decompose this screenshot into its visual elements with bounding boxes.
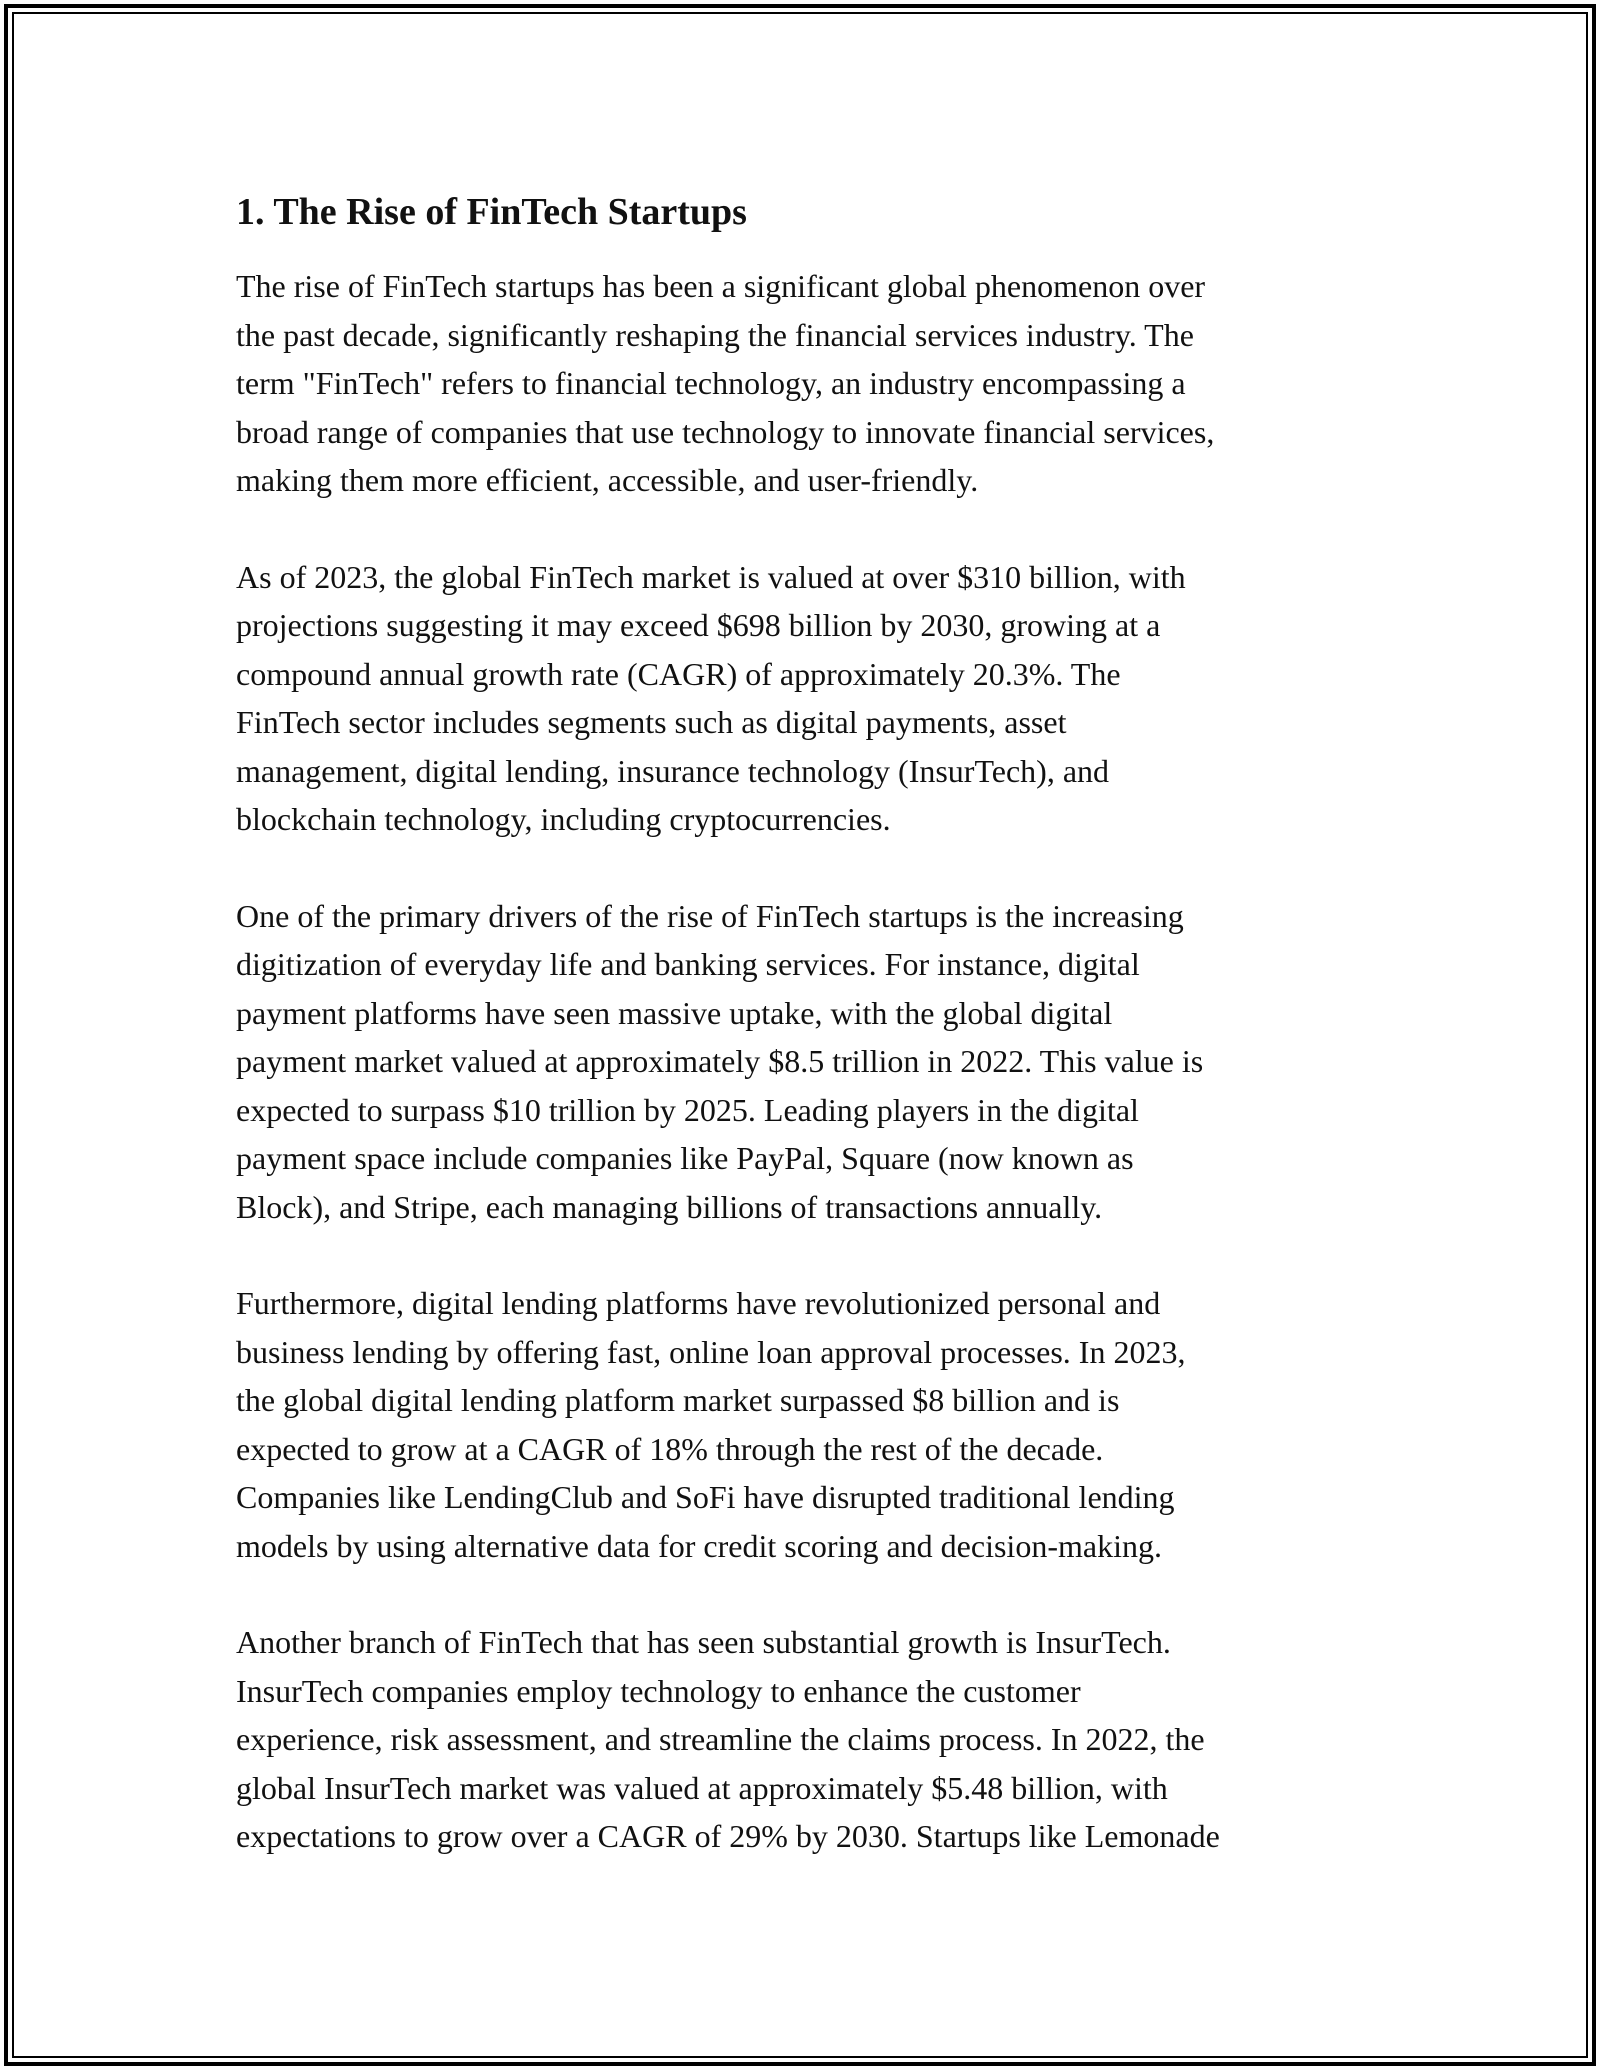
text-line: One of the primary drivers of the rise of FinTech startups is the increasing <box>236 897 1184 934</box>
text-line: global InsurTech market was valued at approximately $5.48 billion, with <box>236 1769 1168 1806</box>
paragraph-intro <box>236 262 1366 505</box>
text-line: Furthermore, digital lending platforms have revolutionized personal and <box>236 1285 1161 1321</box>
section-heading: 1. The Rise of FinTech Startups <box>236 191 747 233</box>
text-line: experience, risk assessment, and streamline the claims process. In 2022, the <box>236 1721 1205 1757</box>
text-line: payment market valued at approximately $8.5 trillion in 2022. This value is <box>236 1043 1204 1079</box>
text-line: expected to surpass $10 trillion by 2025. Leading players in the digital <box>236 1091 1139 1128</box>
text-line: models by using alternative data for credit scoring and decision-making. <box>236 1527 1162 1564</box>
text-line: term "FinTech" refers to financial technology, an industry encompassing a <box>236 365 1186 401</box>
text-line: expected to grow at a CAGR of 18% through the rest of the decade. <box>236 1430 1104 1467</box>
text-line: digitization of everyday life and banking services. For instance, digital <box>236 946 1140 982</box>
paragraph-market-size <box>236 553 1366 844</box>
text-line: the past decade, significantly reshaping the financial services industry. The <box>236 316 1194 353</box>
text-line: management, digital lending, insurance technology (InsurTech), and <box>236 752 1110 789</box>
text-line: Block), and Stripe, each managing billions of transactions annually. <box>236 1188 1103 1225</box>
text-line: InsurTech companies employ technology to enhance the customer <box>236 1672 1081 1709</box>
paragraph-insurtech <box>236 1618 1366 1861</box>
text-line: Companies like LendingClub and SoFi have disrupted traditional lending <box>236 1479 1175 1515</box>
text-line: compound annual growth rate (CAGR) of approximately 20.3%. The <box>236 655 1121 692</box>
text-line: business lending by offering fast, online loan approval processes. In 2023, <box>236 1333 1186 1370</box>
text-line: blockchain technology, including cryptocurrencies. <box>236 801 891 837</box>
document-body <box>236 186 1366 1909</box>
text-line: payment platforms have seen massive uptake, with the global digital <box>236 994 1113 1031</box>
text-line: FinTech sector includes segments such as digital payments, asset <box>236 704 1067 740</box>
text-line: broad range of companies that use technology to innovate financial services, <box>236 413 1215 450</box>
paragraph-digital-payments <box>236 892 1366 1232</box>
text-line: expectations to grow over a CAGR of 29% by 2030. Startups like Lemonade <box>236 1818 1220 1854</box>
text-line: projections suggesting it may exceed $698 billion by 2030, growing at a <box>236 607 1161 643</box>
text-line: making them more efficient, accessible, and user-friendly. <box>236 462 979 498</box>
text-line: Another branch of FinTech that has seen substantial growth is InsurTech. <box>236 1624 1171 1660</box>
text-line: payment space include companies like PayPal, Square (now known as <box>236 1140 1134 1176</box>
text-line: As of 2023, the global FinTech market is valued at over $310 billion, with <box>236 558 1186 595</box>
paragraph-digital-lending <box>236 1279 1366 1570</box>
text-line: The rise of FinTech startups has been a significant global phenomenon over <box>236 268 1206 304</box>
text-line: the global digital lending platform market surpassed $8 billion and is <box>236 1382 1120 1418</box>
